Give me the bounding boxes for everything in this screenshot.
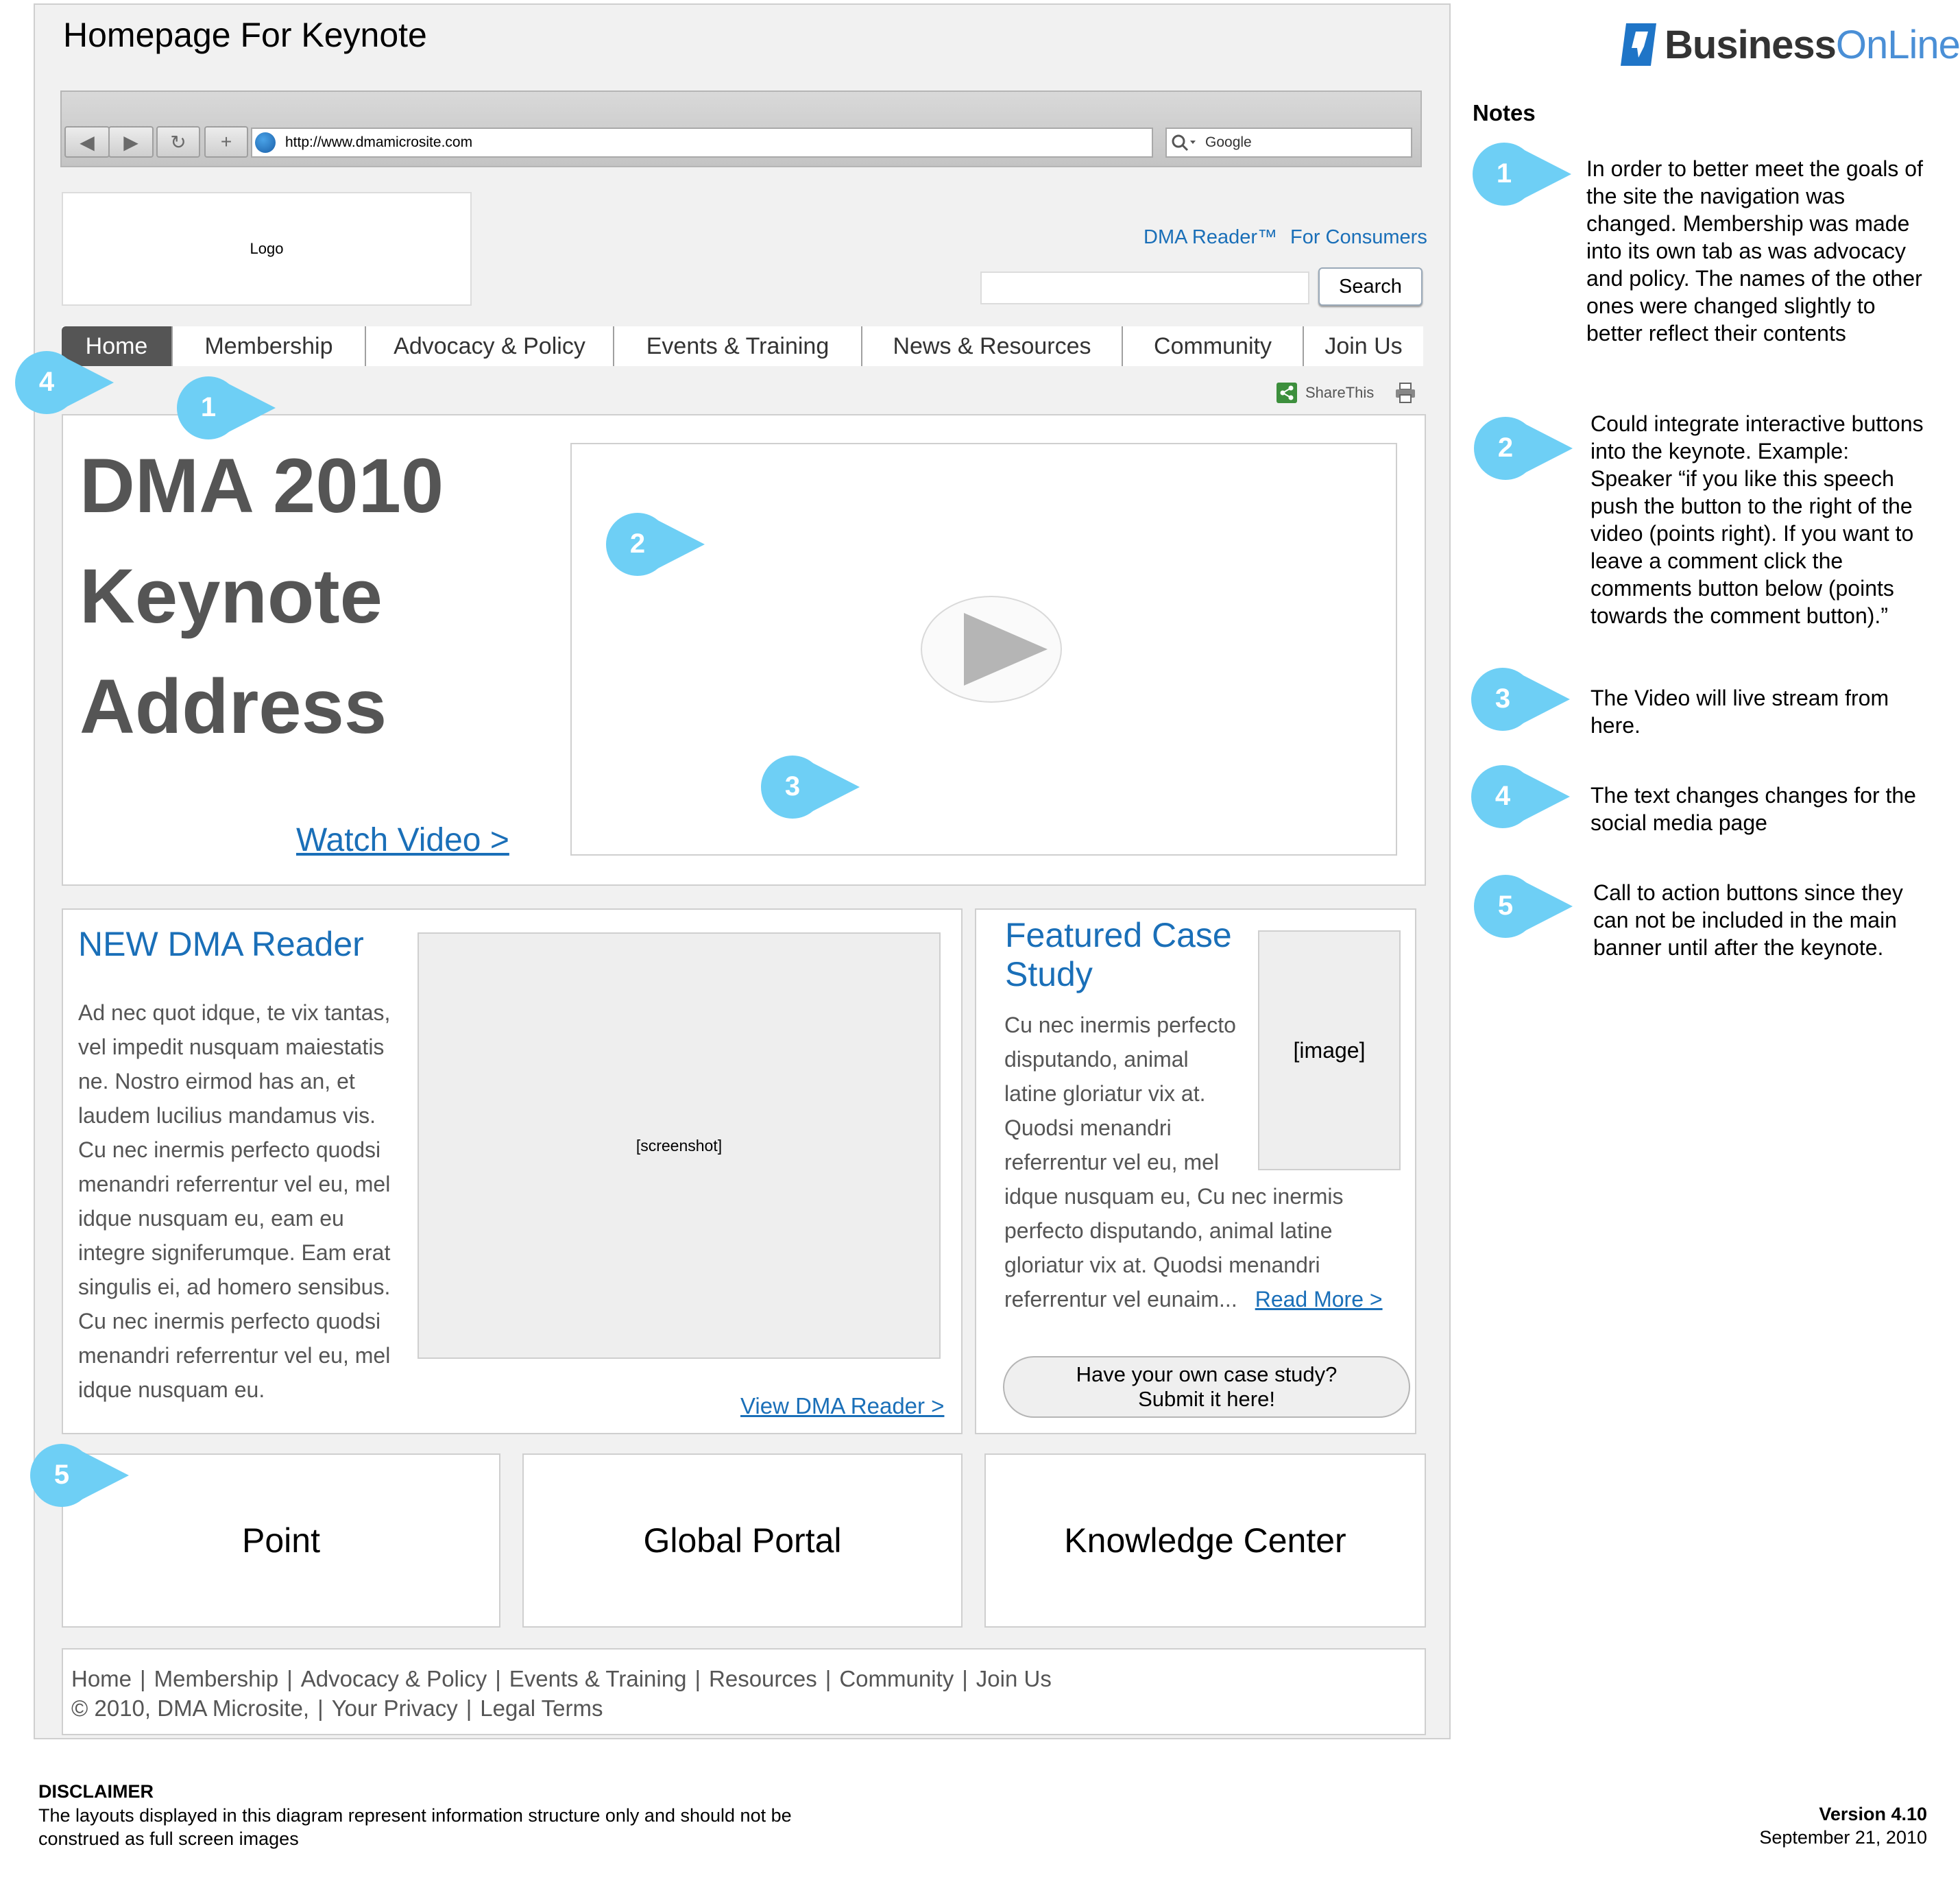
hero-title-line: Keynote <box>80 553 383 639</box>
plus-icon: + <box>220 131 232 152</box>
share-label: ShareThis <box>1305 384 1375 401</box>
annotation-marker-4 <box>12 348 115 417</box>
forward-arrow-icon: ▶ <box>123 131 138 153</box>
cta-knowledge-center-button[interactable]: Knowledge Center <box>984 1453 1426 1628</box>
hero-title-line: Address <box>80 664 387 749</box>
tab-community[interactable]: Community <box>1123 326 1304 366</box>
footer-link-membership[interactable]: Membership <box>154 1666 279 1691</box>
tab-home[interactable]: Home <box>62 326 173 366</box>
note-5-text: Call to action buttons since they can not be included in the main banner until after the keynote. <box>1593 880 1903 960</box>
case-study-text-bottom <box>1004 1179 1383 1316</box>
footer-link-community[interactable]: Community <box>839 1666 954 1691</box>
note-4-text: The text changes changes for the social media page <box>1590 783 1916 835</box>
brand-name-part1: Business <box>1665 22 1836 67</box>
annotation-marker-5 <box>27 1441 130 1510</box>
search-placeholder: Google <box>1205 134 1252 150</box>
dma-reader-link[interactable]: DMA Reader™ <box>1144 226 1278 248</box>
view-dma-reader-link[interactable]: View DMA Reader > <box>740 1393 945 1418</box>
footer-link-advocacy[interactable]: Advocacy & Policy <box>300 1666 487 1691</box>
case-text-line: disputando, animal <box>1004 1047 1189 1072</box>
annotation-marker-1 <box>174 374 277 442</box>
tab-events-training[interactable]: Events & Training <box>614 326 862 366</box>
cta-global-portal-button[interactable]: Global Portal <box>522 1453 963 1628</box>
reload-icon: ↻ <box>170 131 186 153</box>
note-marker-5 <box>1471 872 1574 941</box>
marker-number: 4 <box>38 367 55 397</box>
marker-number: 4 <box>1495 781 1511 811</box>
image-label: [image] <box>1293 1037 1366 1063</box>
hero-title <box>80 431 444 762</box>
notes-heading: Notes <box>1473 100 1536 125</box>
case-text-line <box>1004 1282 1383 1316</box>
watch-video-link[interactable]: Watch Video > <box>296 822 509 858</box>
tab-membership[interactable]: Membership <box>173 326 366 366</box>
read-more-link[interactable]: Read More > <box>1255 1287 1383 1312</box>
marker-number: 3 <box>1495 684 1511 714</box>
for-consumers-link[interactable]: For Consumers <box>1290 226 1427 248</box>
version-date: September 21, 2010 <box>1759 1827 1927 1848</box>
note-marker-3 <box>1468 665 1571 734</box>
note-marker-4 <box>1468 762 1571 831</box>
marker-number: 3 <box>784 771 801 801</box>
submit-line-1: Have your own case study? <box>1076 1362 1338 1386</box>
marker-number: 2 <box>1497 433 1514 463</box>
logo-label: Logo <box>250 240 284 257</box>
annotation-marker-2 <box>603 510 706 579</box>
marker-number: 5 <box>53 1460 70 1490</box>
play-icon[interactable] <box>920 595 1063 703</box>
back-arrow-icon: ◀ <box>80 131 95 153</box>
case-text-line: referrentur vel eu, mel <box>1004 1150 1220 1174</box>
footer-nav: Home | Membership | Advocacy & Policy | Events & Training | Resources | Community | Join Us <box>71 1666 1052 1691</box>
marker-number: 5 <box>1497 891 1514 921</box>
note-1-text: In order to better meet the goals of the site the navigation was changed. Membership was made into its own tab as was advocacy and policy. The names of the other ones were changed slightly to better reflect their contents <box>1586 156 1923 346</box>
case-text-line: Quodsi menandri <box>1004 1115 1172 1140</box>
search-icon <box>1170 132 1200 153</box>
logo-placeholder[interactable] <box>62 192 472 306</box>
main-nav <box>62 326 1423 366</box>
forward-button[interactable] <box>108 126 154 158</box>
case-text-last: referrentur vel eunaim... <box>1004 1287 1237 1312</box>
tab-join-us[interactable]: Join Us <box>1324 333 1403 359</box>
share-this-button[interactable] <box>1277 383 1374 403</box>
footer-link-events[interactable]: Events & Training <box>509 1666 687 1691</box>
cta-point-button[interactable]: Point <box>62 1453 500 1628</box>
search-button[interactable]: Search <box>1318 267 1423 306</box>
brand-mark-icon <box>1618 21 1659 69</box>
reader-body: Ad nec quot idque, te vix tantas, vel impedit nusquam maiestatis ne. Nostro eirmod has an, et laudem lucilius mandamus vis. Cu nec inermis perfecto quodsi menandri referrentur vel eu, mel idque nusquam eu, eam eu integre signiferumque. Eam erat singulis ei, ad homero sensibus. Cu nec inermis perfecto quodsi menandri referrentur vel eu, mel idque nusquam eu. <box>78 1000 391 1402</box>
page-title: Homepage For Keynote <box>63 16 427 54</box>
marker-number: 1 <box>200 392 217 422</box>
note-2-text: Could integrate interactive buttons into the keynote. Example: Speaker “if you like this speech push the button to the right of the video (points right). If you want to leave a comment click the comments button below (points towards the comment button).” <box>1590 411 1924 628</box>
brand-name-part2: OnLine <box>1835 22 1960 67</box>
case-text-line: idque nusquam eu, Cu nec inermis <box>1004 1184 1344 1209</box>
tab-news-resources[interactable]: News & Resources <box>862 326 1123 366</box>
print-icon[interactable] <box>1394 381 1417 404</box>
case-text-line: gloriatur vix at. Quodsi menandri <box>1004 1253 1320 1277</box>
marker-number: 2 <box>629 529 646 559</box>
share-icon <box>1277 383 1297 403</box>
case-study-text-top <box>1004 1008 1236 1179</box>
businessonline-logo <box>1618 21 1960 69</box>
screenshot-label: [screenshot] <box>636 1136 723 1155</box>
tab-advocacy-policy[interactable]: Advocacy & Policy <box>366 326 614 366</box>
footer-link-legal[interactable]: Legal Terms <box>480 1695 603 1721</box>
footer-legal: © 2010, DMA Microsite, | Your Privacy | Legal Terms <box>71 1695 603 1721</box>
address-bar[interactable] <box>251 128 1153 158</box>
screenshot-placeholder <box>418 932 941 1359</box>
browser-search-field[interactable] <box>1165 128 1412 158</box>
site-search-input[interactable] <box>980 271 1309 304</box>
note-3-text: The Video will live stream from here. <box>1590 686 1889 738</box>
footer-link-resources[interactable]: Resources <box>709 1666 817 1691</box>
footer-link-privacy[interactable]: Your Privacy <box>331 1695 458 1721</box>
note-marker-2 <box>1471 414 1574 483</box>
marker-number: 1 <box>1496 158 1512 189</box>
hero-title-line: DMA 2010 <box>80 443 444 529</box>
case-text-line: latine gloriatur vix at. <box>1004 1081 1206 1106</box>
submit-case-study-button[interactable] <box>1003 1356 1410 1418</box>
reload-button[interactable] <box>156 126 200 158</box>
annotation-marker-3 <box>758 753 861 821</box>
disclaimer-body: The layouts displayed in this diagram represent information structure only and should not be construed as full screen images <box>38 1805 792 1849</box>
back-button[interactable] <box>64 126 110 158</box>
disclaimer-heading: DISCLAIMER <box>38 1781 154 1802</box>
copyright: © 2010, DMA Microsite, <box>71 1695 310 1721</box>
case-study-title: Featured Case Study <box>1005 916 1232 993</box>
version-label: Version 4.10 <box>1819 1804 1927 1824</box>
case-study-image <box>1258 930 1401 1170</box>
new-tab-button[interactable] <box>204 126 248 158</box>
case-text-line: Cu nec inermis perfecto <box>1004 1013 1236 1037</box>
footer-link-join[interactable]: Join Us <box>976 1666 1052 1691</box>
case-text-line: perfecto disputando, animal latine <box>1004 1218 1333 1243</box>
note-marker-1 <box>1470 140 1573 208</box>
reader-title: NEW DMA Reader <box>78 925 364 963</box>
globe-icon <box>255 132 276 153</box>
submit-line-2: Submit it here! <box>1138 1387 1275 1411</box>
url-text: http://www.dmamicrosite.com <box>285 134 473 150</box>
footer-link-home[interactable]: Home <box>71 1666 132 1691</box>
